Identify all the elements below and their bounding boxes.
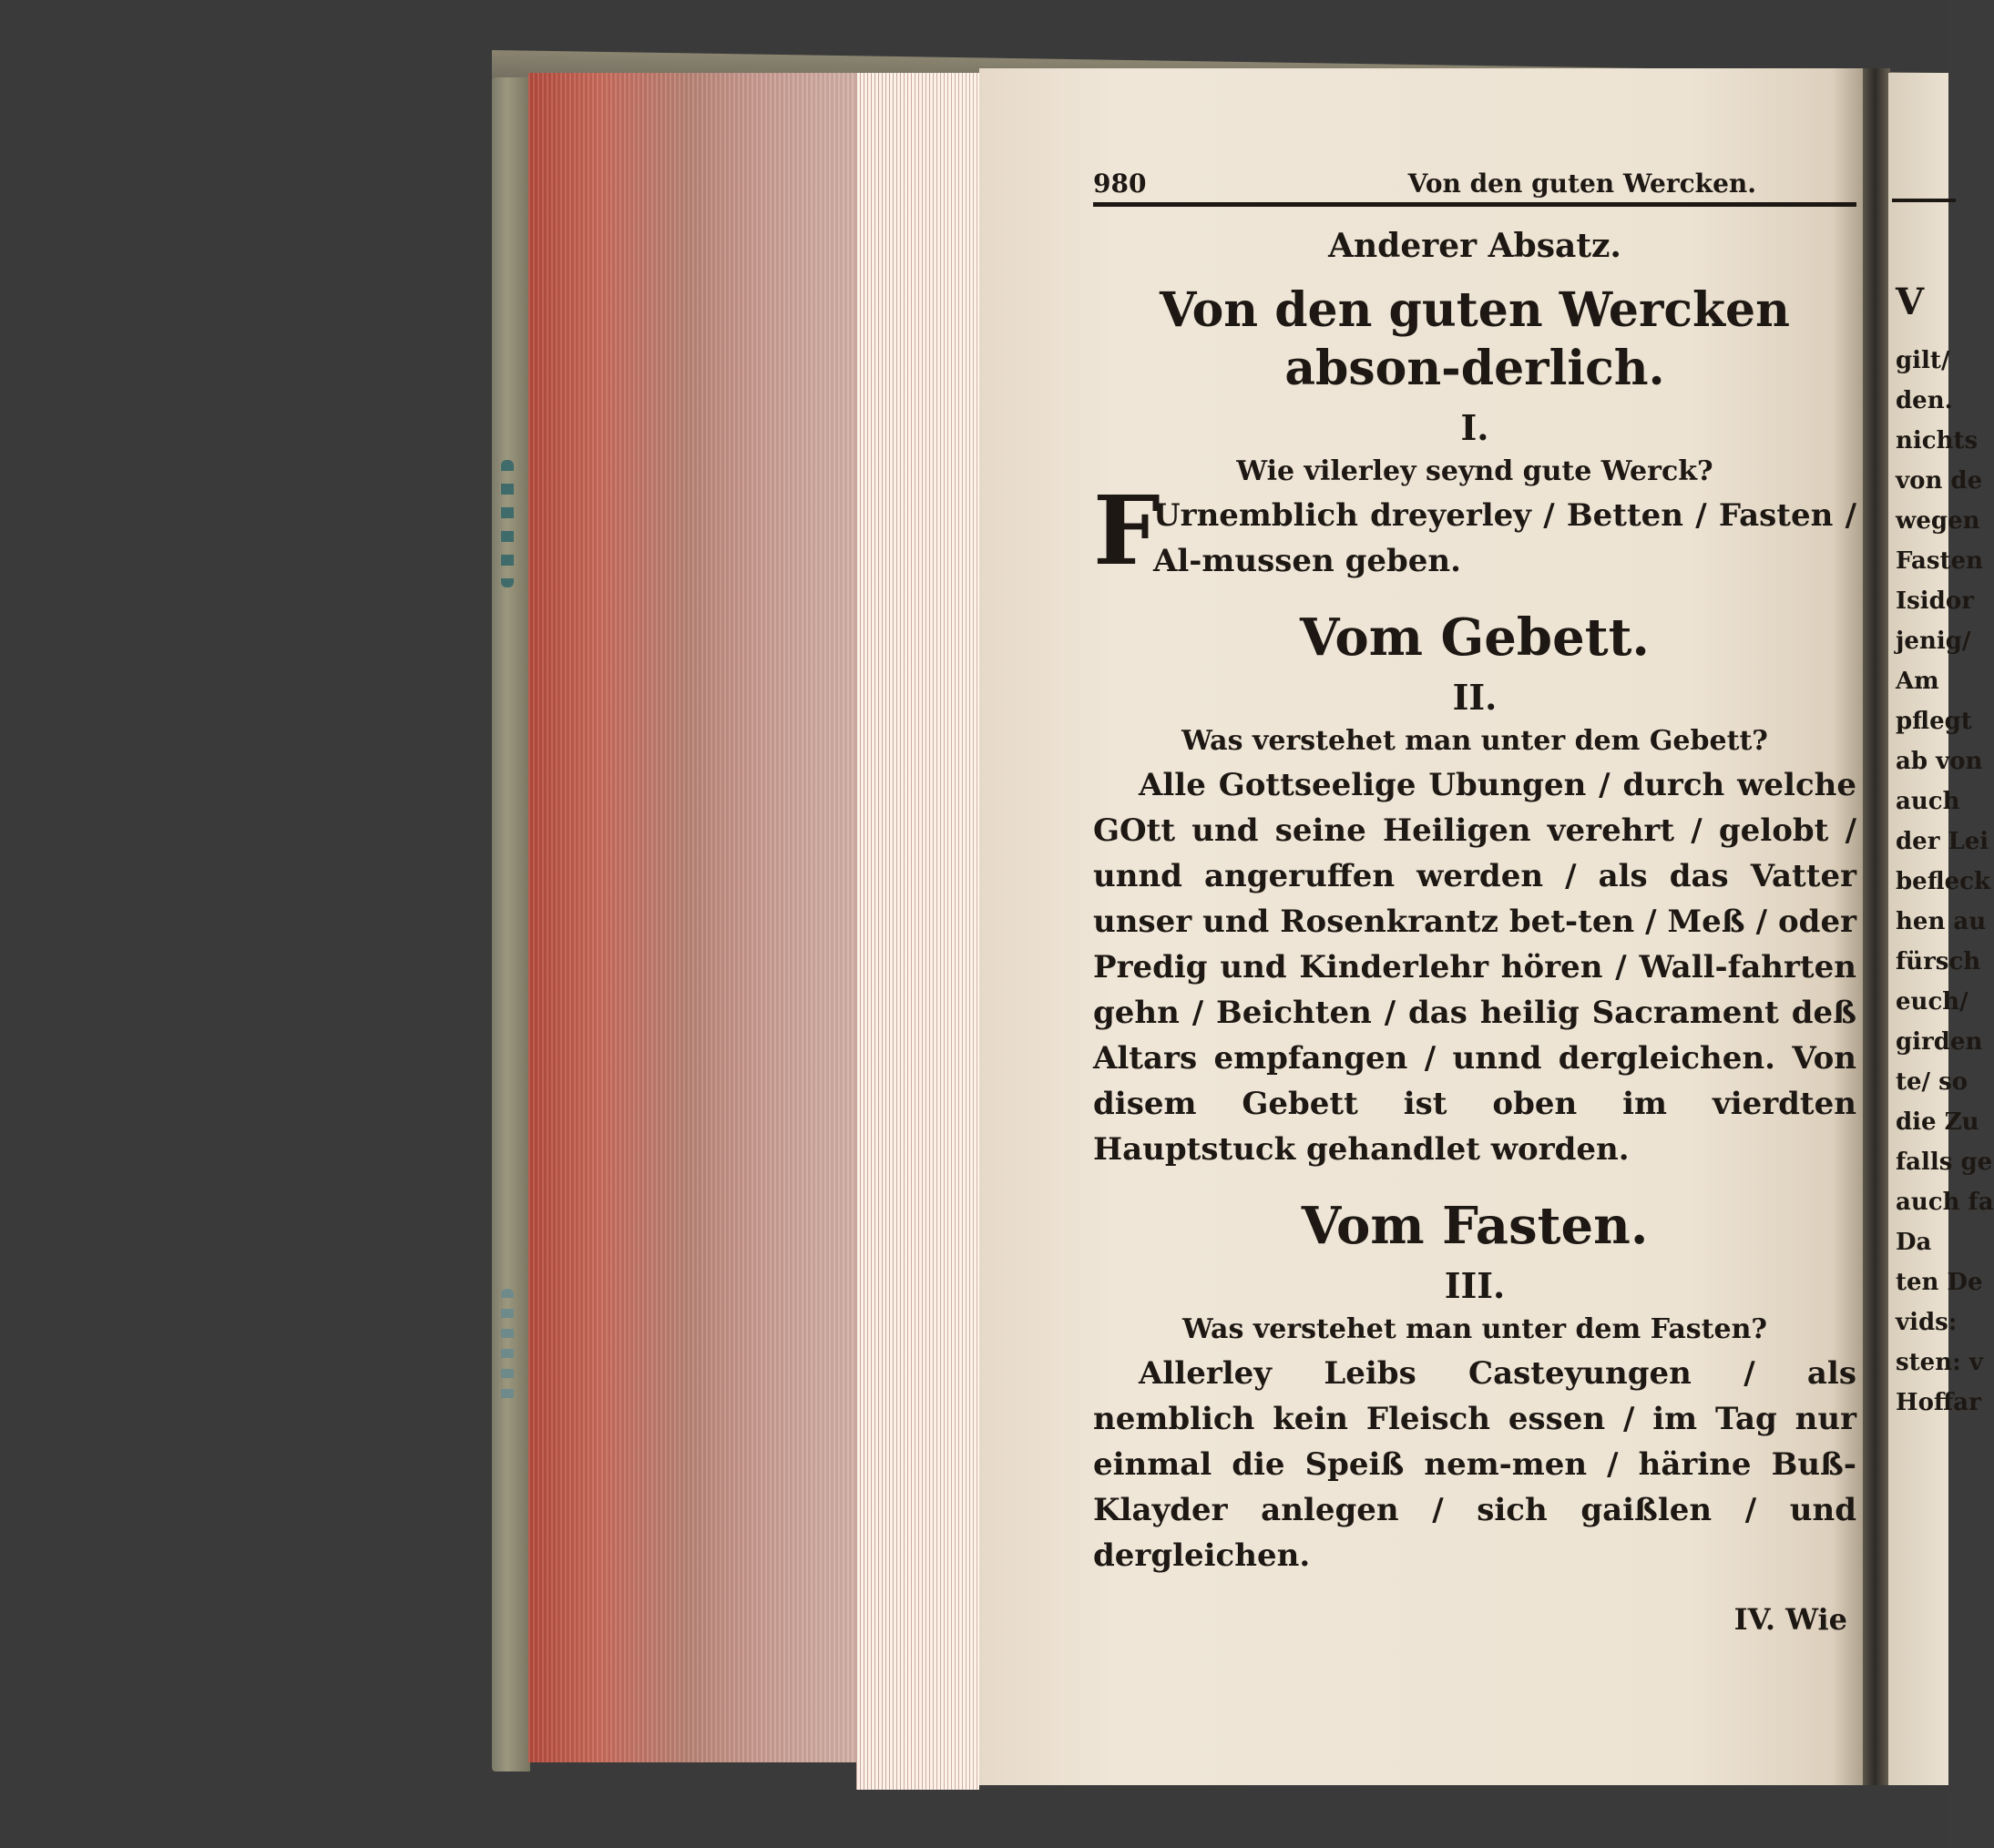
red-page-edges xyxy=(528,73,856,1762)
heading-fasten: Vom Fasten. xyxy=(1301,1196,1649,1256)
page-number: 980 xyxy=(1093,168,1147,199)
page-edges xyxy=(856,73,979,1790)
facing-fragment: der Lei xyxy=(1896,828,1989,855)
facing-fragment: den. xyxy=(1896,387,1953,414)
facing-fragment: euch/ xyxy=(1896,988,1968,1016)
question-text: Wie vilerley seynd gute Werck? xyxy=(1236,455,1713,487)
facing-fragment: Hoffar xyxy=(1896,1389,1981,1416)
question-text: Was verstehet man unter dem Fasten? xyxy=(1181,1313,1768,1345)
header-rule xyxy=(1093,202,1856,207)
section-heading: Anderer Absatz. xyxy=(1328,227,1621,265)
facing-fragment: Isidor xyxy=(1896,587,1974,615)
book-spine xyxy=(492,77,530,1771)
facing-fragment: befleck xyxy=(1896,868,1991,895)
facing-fragment: auch xyxy=(1896,788,1960,815)
facing-fragment: te/ so xyxy=(1896,1068,1968,1096)
question-number: II. xyxy=(1452,677,1498,718)
answer-text: Urnemblich dreyerley / Betten / Fasten / Al-mussen geben. xyxy=(1153,497,1856,579)
facing-fragment: hen au xyxy=(1896,908,1987,935)
facing-fragment: girden xyxy=(1896,1028,1983,1056)
question-number: I. xyxy=(1460,407,1489,448)
facing-fragment: auch fa xyxy=(1896,1189,1994,1216)
facing-fragment: gilt/ xyxy=(1896,347,1950,374)
facing-fragment: fürsch xyxy=(1896,948,1981,975)
running-title: Von den guten Wercken. xyxy=(1407,168,1756,199)
answer-text: Alle Gottseelige Ubungen / durch welche GOtt und seine Heiligen verehrt / gelobt / unnd angeruffen werden / als das Vatter unser und Rosenkrantz bet-ten / Meß / oder Predig und Kinderlehr hören / Wall-fahrten gehn / Beichten / das heilig Sacrament deß Altars empfangen / unnd dergleichen. Von disem Gebett ist oben im vierdten Hauptstuck gehandlet worden. xyxy=(1093,767,1856,1168)
gutter xyxy=(1863,68,1890,1785)
facing-fragment: Am xyxy=(1896,668,1939,695)
facing-fragment: ab von xyxy=(1896,748,1983,775)
answer-block xyxy=(1093,475,1856,587)
facing-fragment: Da xyxy=(1896,1229,1932,1256)
running-head xyxy=(1093,160,1856,199)
facing-fragment: falls ge xyxy=(1896,1149,1993,1176)
drop-initial: F xyxy=(1093,475,1161,587)
facing-fragment: vids: xyxy=(1896,1309,1958,1336)
page-text xyxy=(1093,160,1856,1637)
facing-fragment: nichts xyxy=(1896,427,1979,454)
facing-fragment: V xyxy=(1896,281,1925,323)
facing-fragment: ten De xyxy=(1896,1269,1983,1296)
facing-fragment: jenig/ xyxy=(1896,628,1971,655)
facing-fragment: die Zu xyxy=(1896,1108,1979,1136)
answer-text: Allerley Leibs Casteyungen / als nemblich kein Fleisch essen / im Tag nur einmal die Speiß nem-men / härine Buß-Klayder anlegen / sich gaißlen / und dergleichen. xyxy=(1093,1355,1856,1574)
question-number: III. xyxy=(1444,1265,1506,1306)
facing-page-text xyxy=(1896,173,1994,1423)
facing-fragment: pflegt xyxy=(1896,708,1972,735)
catchword: IV. Wie xyxy=(1733,1602,1847,1637)
facing-fragment: Fasten xyxy=(1896,547,1983,575)
facing-fragment: sten: v xyxy=(1896,1349,1983,1376)
clasp-upper xyxy=(501,460,514,587)
facing-page xyxy=(1888,73,1994,1785)
facing-fragment: von de xyxy=(1896,467,1983,495)
facing-fragment: wegen xyxy=(1896,507,1980,535)
heading-gebett: Vom Gebett. xyxy=(1300,607,1650,668)
question-text: Was verstehet man unter dem Gebett? xyxy=(1181,725,1768,757)
chapter-title: Von den guten Wercken abson-derlich. xyxy=(1160,282,1790,396)
clasp-lower xyxy=(501,1289,514,1407)
